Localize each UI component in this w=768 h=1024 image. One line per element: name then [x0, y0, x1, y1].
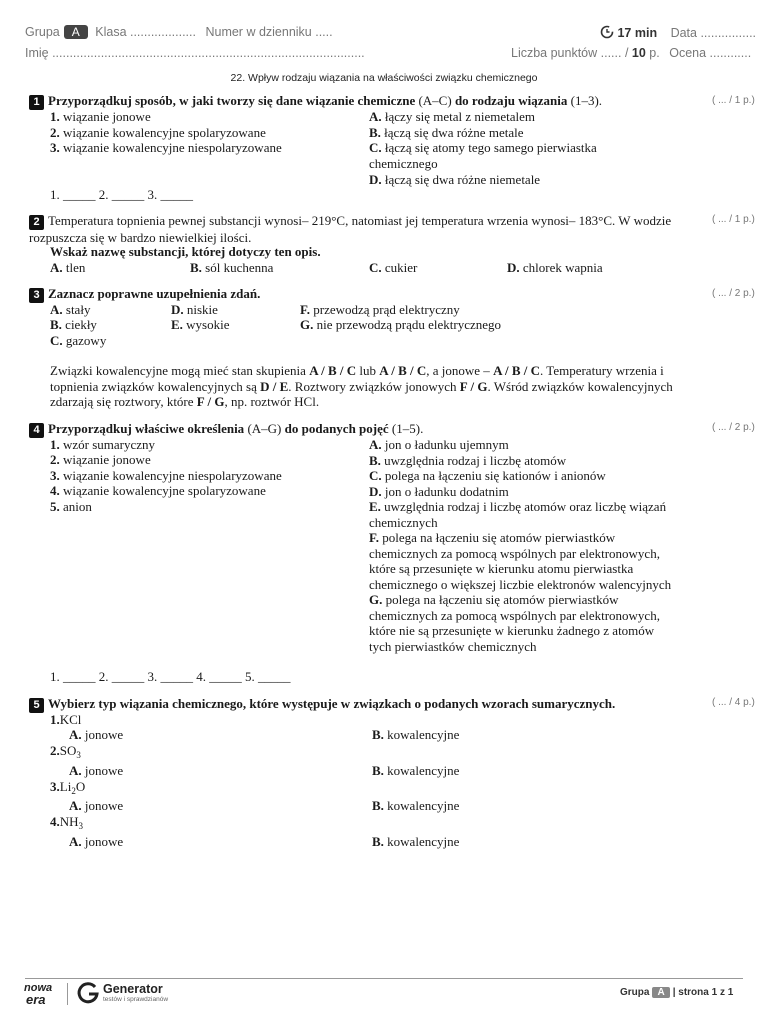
- option-covalent[interactable]: B. kowalencyjne: [372, 798, 460, 813]
- group-badge: A: [64, 25, 88, 39]
- choice[interactable]: A / B / C: [493, 363, 541, 378]
- task-2-question: Wskaż nazwę substancji, której dotyczy ten opis.: [50, 244, 321, 259]
- choice[interactable]: F / G: [459, 378, 488, 394]
- choice[interactable]: F / G: [196, 394, 225, 409]
- list-item: G. polega na łączeniu się atomów pierwiastków chemicznych za pomocą wspólnych par elektronowych, które nie są przesunięte w kierunku żadnego z atomów tych pierwiastków chemicznych: [369, 592, 660, 654]
- option: G. nie przewodzą prądu elektrycznego: [300, 317, 502, 332]
- list-item: E. uwzględnia rodzaj i liczbę atomów oraz liczbę wiązań chemicznych: [369, 499, 667, 530]
- task-3-points: ( ... / 2 p.): [712, 288, 755, 299]
- register-number-field: Numer w dzienniku .....: [205, 25, 333, 39]
- option: B. ciekły: [50, 317, 97, 332]
- points-field: Liczba punktów ...... / 10 p. Ocena ............: [511, 46, 752, 60]
- formula: $2.SO_3$: [50, 743, 81, 760]
- choice[interactable]: A / B / C: [379, 363, 427, 378]
- list-item: A. jon o ładunku ujemnym: [369, 437, 509, 452]
- name-field: Imię ..........................................................................................: [25, 46, 365, 60]
- time-info: 17 min Data ................: [600, 25, 756, 40]
- option-covalent[interactable]: B. kowalencyjne: [372, 763, 460, 778]
- option: A. stały: [50, 302, 91, 317]
- page-title: 22. Wpływ rodzaju wiązania na właściwości związku chemicznego: [230, 72, 538, 84]
- choice[interactable]: D / E: [260, 378, 289, 394]
- option-ionic[interactable]: A. jonowe: [69, 727, 124, 742]
- task-number: 5: [29, 698, 44, 713]
- task-4-points: ( ... / 2 p.): [712, 422, 755, 433]
- task-2-text: 2 Temperatura topnienia pewnej substancji wynosi– 219°C, natomiast jej temperatura wrzenia wynosi– 183°C. W wodzie rozpuszcza się w bardzo niewielkiej ilości.: [29, 213, 672, 245]
- option-ionic[interactable]: A. jonowe: [69, 798, 124, 813]
- option: D. niskie: [171, 302, 218, 317]
- list-item: F. polega na łączeniu się atomów pierwiastków chemicznych za pomocą wspólnych par elektronowych, które są przesunięte w kierunku atomu pierwiastka chemicznego o większej liczbie elektronów walencyjnych: [369, 530, 672, 592]
- option[interactable]: C. cukier: [369, 260, 418, 275]
- option[interactable]: A. tlen: [50, 260, 86, 275]
- option: F. przewodzą prąd elektryczny: [300, 302, 460, 317]
- option[interactable]: D. chlorek wapnia: [507, 260, 603, 275]
- list-item: B. uwzględnia rodzaj i liczbę atomów: [369, 452, 567, 468]
- formula: 1.KCl: [50, 712, 82, 727]
- list-item: 2. wiązanie kowalencyjne spolaryzowane: [50, 125, 266, 140]
- task-5-points: ( ... / 4 p.): [712, 697, 755, 708]
- formula: $3.Li_2O$: [50, 779, 86, 796]
- option: E. wysokie: [171, 317, 230, 332]
- definitions-list: [369, 437, 674, 654]
- logo-divider: [67, 983, 68, 1005]
- grade-field: Ocena ............: [669, 46, 752, 60]
- option-covalent[interactable]: B. kowalencyjne: [372, 834, 460, 849]
- group-badge: A: [652, 987, 669, 998]
- answer-blanks[interactable]: 1. _____ 2. _____ 3. _____ 4. _____ 5. _____: [50, 669, 291, 684]
- task-2-points: ( ... / 1 p.): [712, 214, 755, 225]
- task-number: 1: [29, 95, 44, 110]
- list-item: B. łączą się dwa różne metale: [369, 125, 524, 140]
- task-3-question: 3 Zaznacz poprawne uzupełnienia zdań.: [29, 286, 260, 303]
- list-item: D. jon o ładunku dodatnim: [369, 483, 509, 499]
- list-item: 3. wiązanie kowalencyjne niespolaryzowane: [50, 468, 282, 483]
- task-number: 3: [29, 288, 44, 303]
- option-ionic[interactable]: A. jonowe: [69, 834, 124, 849]
- list-item: D. łączą się dwa różne niemetale: [369, 172, 541, 187]
- generator-logo-icon: [76, 981, 100, 1005]
- answer-blanks[interactable]: 1. _____ 2. _____ 3. _____: [50, 187, 193, 202]
- class-field: Klasa ...................: [95, 25, 196, 39]
- page-info: Grupa A | strona 1 z 1: [620, 987, 734, 998]
- list-item: 3. wiązanie kowalencyjne niespolaryzowane: [50, 140, 282, 155]
- list-item: A. łączy się metal z niemetalem: [369, 109, 536, 124]
- option-covalent[interactable]: B. kowalencyjne: [372, 727, 460, 742]
- option-ionic[interactable]: A. jonowe: [69, 763, 124, 778]
- task-number: 2: [29, 215, 44, 230]
- nowa-era-logo: nowa era: [24, 982, 53, 1007]
- list-item: 2. wiązanie jonowe: [50, 452, 151, 467]
- list-item: C. łączą się atomy tego samego pierwiastka chemicznego: [369, 140, 597, 171]
- list-item: 5. anion: [50, 499, 92, 514]
- list-item: 4. wiązanie kowalencyjne spolaryzowane: [50, 483, 266, 498]
- task-4-question: 4 Przyporządkuj właściwe określenia (A–G) do podanych pojęć (1–5).: [29, 421, 423, 438]
- option[interactable]: B. sól kuchenna: [190, 260, 274, 275]
- task-1-question: 1 Przyporządkuj sposób, w jaki tworzy się dane wiązanie chemiczne (A–C) do rodzaju wiązania (1–3).: [29, 93, 602, 110]
- generator-logo: Generator testów i sprawdzianów: [103, 982, 169, 1003]
- choice[interactable]: A / B / C: [309, 363, 357, 378]
- list-item: 1. wiązanie jonowe: [50, 109, 151, 124]
- date-field: Data ................: [670, 26, 757, 40]
- task-5-question: 5 Wybierz typ wiązania chemicznego, które występuje w związkach o podanych wzorach sumarycznych.: [29, 696, 615, 713]
- clock-icon: [600, 25, 614, 39]
- task-1-points: ( ... / 1 p.): [712, 95, 755, 106]
- task-number: 4: [29, 423, 44, 438]
- formula: $4.NH_3$: [50, 814, 84, 831]
- option: C. gazowy: [50, 333, 107, 348]
- group-field: Grupa A Klasa ................... Numer w dzienniku .....: [25, 25, 333, 39]
- list-item: 1. wzór sumaryczny: [50, 437, 156, 452]
- task-3-sentences: Związki kowalencyjne mogą mieć stan skupienia A / B / C lub A / B / C, a jonowe – A / B / C. Temperatury wrzenia i topnienia związków kowalencyjnych są D / E. Roztwory związków jonowych F / G. Wśród związków kowalencyjnych zdarzają się roztwory, które F / G, np. roztwór HCl.: [50, 363, 673, 409]
- list-item: C. polega na łączeniu się kationów i anionów: [369, 468, 606, 483]
- footer-divider: [25, 978, 743, 979]
